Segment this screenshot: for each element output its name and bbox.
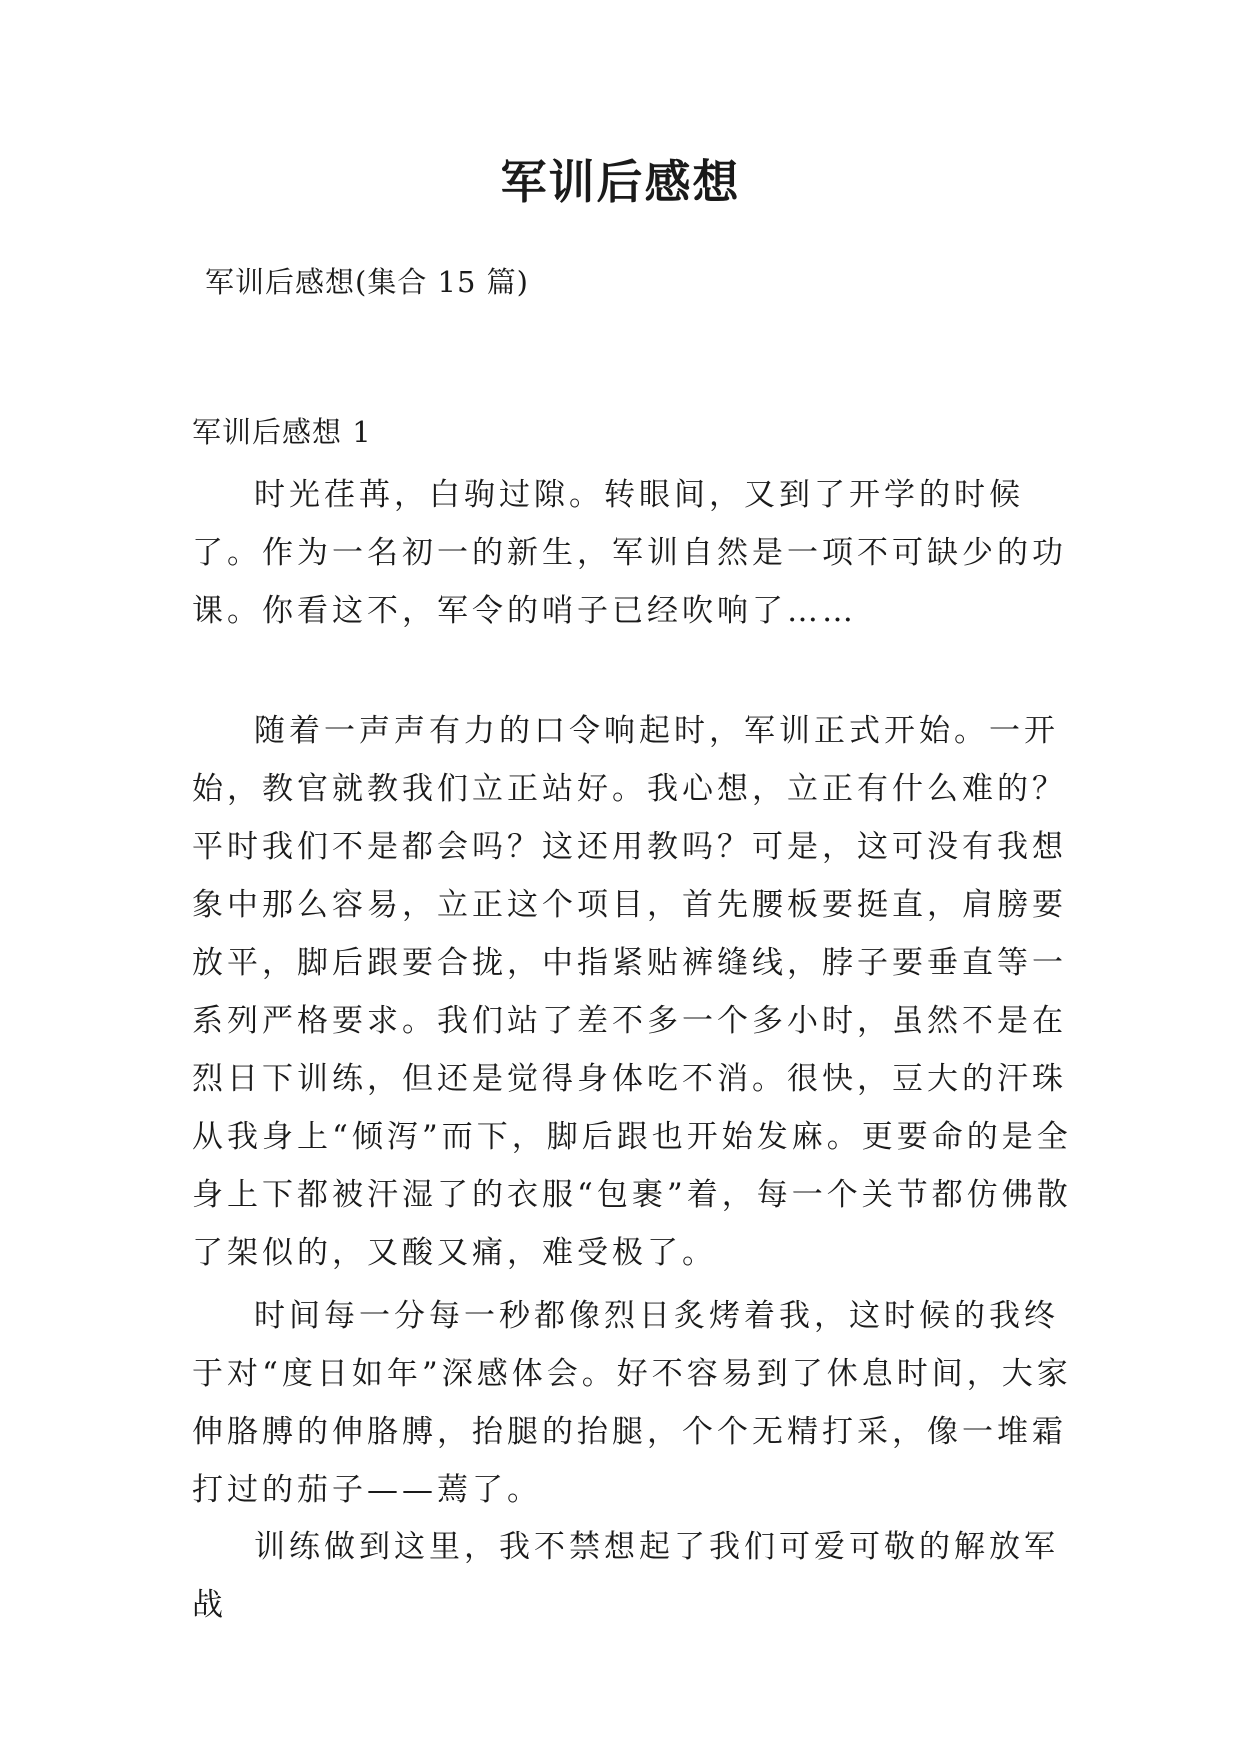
paragraph: 随着一声声有力的口令响起时，军训正式开始。一开始，教官就教我们立正站好。我心想，立正有什么难的？平时我们不是都会吗？这还用教吗？可是，这可没有我想象中那么容易，立正这个项目，首先腰板要挺直，肩膀要放平，脚后跟要合拢，中指紧贴裤缝线，脖子要垂直等一系列严格要求。我们站了差不多一个多小时，虽然不是在烈日下训练，但还是觉得身体吃不消。很快，豆大的汗珠从我身上“倾泻”而下，脚后跟也开始发麻。更要命的是全身上下都被汗湿了的衣服“包裹”着，每一个关节都仿佛散了架似的，又酸又痛，难受极了。 (192, 713, 1072, 1271)
paragraph-block (192, 702, 1072, 1282)
paragraph-block (192, 466, 1072, 640)
paragraph: 训练做到这里，我不禁想起了我们可爱可敬的解放军战 (192, 1529, 1059, 1623)
paragraph-block (192, 1287, 1072, 1519)
document-title: 军训后感想 (500, 155, 741, 209)
paragraph: 时光荏苒，白驹过隙。转眼间，又到了开学的时候了。作为一名初一的新生，军训自然是一项不可缺少的功课。你看这不，军令的哨子已经吹响了…… (192, 477, 1067, 629)
document-subtitle: 军训后感想(集合 15 篇) (205, 265, 529, 299)
paragraph: 时间每一分每一秒都像烈日炙烤着我，这时候的我终于对“度日如年”深感体会。好不容易到了休息时间，大家伸胳膊的伸胳膊，抬腿的抬腿，个个无精打采，像一堆霜打过的茄子——蔫了。 (192, 1298, 1072, 1508)
section-heading: 军训后感想 1 (192, 415, 372, 449)
paragraph-block (192, 1518, 1072, 1634)
